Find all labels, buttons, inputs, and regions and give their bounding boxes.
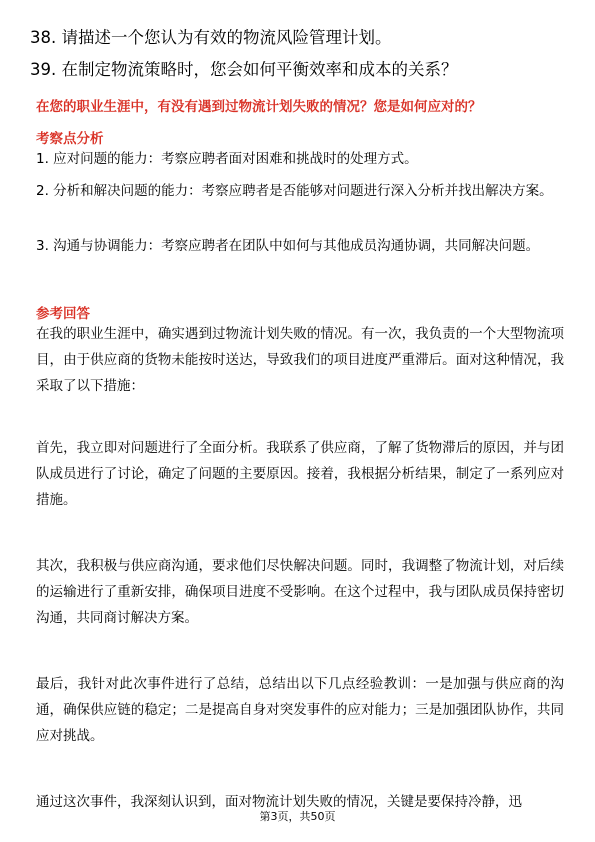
answer-paragraph: 其次，我积极与供应商沟通，要求他们尽快解决问题。同时，我调整了物流计划，对后续的运输进行了重新安排，确保项目进度不受影响。在这个过程中，我与团队成员保持密切沟通，共同商讨解决方案。 <box>36 558 564 626</box>
answer-paragraph: 首先，我立即对问题进行了全面分析。我联系了供应商，了解了货物滞后的原因，并与团队成员进行了讨论，确定了问题的主要原因。接着，我根据分析结果，制定了一系列应对措施。 <box>36 440 564 508</box>
answer-paragraph: 通过这次事件，我深刻认识到，面对物流计划失败的情况，关键是要保持冷静，迅 <box>36 794 522 810</box>
analysis-heading: 考察点分析 <box>36 131 104 147</box>
analysis-item: 3. 沟通与协调能力：考察应聘者在团队中如何与其他成员沟通协调，共同解决问题。 <box>36 238 540 254</box>
question-39: 39. 在制定物流策略时，您会如何平衡效率和成本的关系？ <box>30 60 458 79</box>
answer-paragraph: 最后，我针对此次事件进行了总结，总结出以下几点经验教训：一是加强与供应商的沟通，确保供应链的稳定；二是提高自身对突发事件的应对能力；三是加强团队协作，共同应对挑战。 <box>36 676 564 744</box>
analysis-item: 1. 应对问题的能力：考察应聘者面对困难和挑战时的处理方式。 <box>36 151 418 167</box>
page-number: 第3页，共50页 <box>259 810 336 823</box>
analysis-item: 2. 分析和解决问题的能力：考察应聘者是否能够对问题进行深入分析并找出解决方案。 <box>36 183 553 199</box>
question-38: 38. 请描述一个您认为有效的物流风险管理计划。 <box>30 28 392 47</box>
current-question-title: 在您的职业生涯中，有没有遇到过物流计划失败的情况？您是如何应对的？ <box>36 99 482 115</box>
answer-heading: 参考回答 <box>36 306 90 322</box>
answer-paragraph: 在我的职业生涯中，确实遇到过物流计划失败的情况。有一次，我负责的一个大型物流项目，由于供应商的货物未能按时送达，导致我们的项目进度严重滞后。面对这种情况，我采取了以下措施： <box>36 326 564 394</box>
